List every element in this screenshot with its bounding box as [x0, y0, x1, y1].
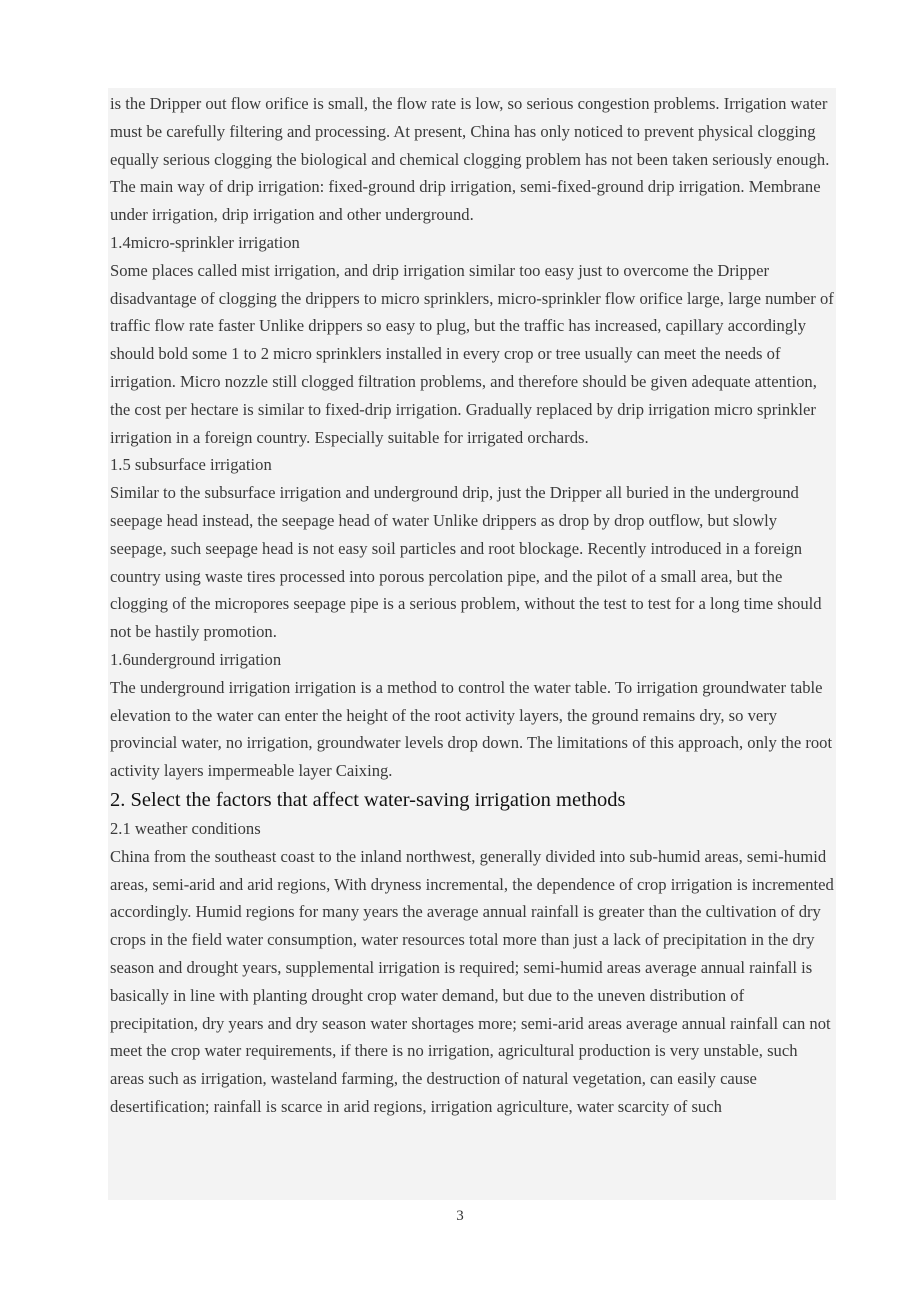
section-heading-1-5: 1.5 subsurface irrigation	[110, 455, 272, 475]
document-body	[108, 88, 836, 1200]
section-heading-1-4: 1.4micro-sprinkler irrigation	[110, 232, 300, 252]
section-heading-2-1: 2.1 weather conditions	[110, 818, 261, 838]
paragraph-drip-clogging: is the Dripper out flow orifice is small, the flow rate is low, so serious congestion problems. Irrigation water must be carefully filtering and processing. At present, China has only noticed to prevent physical clogging equally serious clogging the biological and chemical clogging problem has not been taken seriously enough. The main way of drip irrigation: fixed-ground drip irrigation, semi-fixed-ground drip irrigation. Membrane under irrigation, drip irrigation and other underground.	[110, 94, 830, 225]
paragraph-subsurface: Similar to the subsurface irrigation and underground drip, just the Dripper all buried in the underground seepage head instead, the seepage head of water Unlike drippers as drop by drop outflow, but slowly seepage, such seepage head is not easy soil particles and root blockage. Recently introduced in a foreign country using waste tires processed into porous percolation pipe, and the pilot of a small area, but the clogging of the micropores seepage pipe is a serious problem, without the test to test for a long time should not be hastily promotion.	[110, 483, 822, 642]
section-heading-1-6: 1.6underground irrigation	[110, 649, 282, 669]
paragraph-weather: China from the southeast coast to the inland northwest, generally divided into sub-humid areas, semi-humid areas, semi-arid and arid regions, With dryness incremental, the dependence of crop irrigation is incremented accordingly. Humid regions for many years the average annual rainfall is greater than the cultivation of dry crops in the field water consumption, water resources total more than just a lack of precipitation in the dry season and drought years, supplemental irrigation is required; semi-humid areas average annual rainfall is basically in line with planting drought crop water demand, but due to the uneven distribution of precipitation, dry years and dry season water shortages more; semi-arid areas average annual rainfall can not meet the crop water requirements, if there is no irrigation, agricultural production is very unstable, such areas such as irrigation, wasteland farming, the destruction of natural vegetation, can easily cause desertification; rainfall is scarce in arid regions, irrigation agriculture, water scarcity of such	[110, 846, 834, 1116]
paragraph-micro-sprinkler: Some places called mist irrigation, and drip irrigation similar too easy just to overcome the Dripper disadvantage of clogging the drippers to micro sprinklers, micro-sprinkler flow orifice large, large number of traffic flow rate faster Unlike drippers so easy to plug, but the traffic has increased, capillary accordingly should bold some 1 to 2 micro sprinklers installed in every crop or tree usually can meet the needs of irrigation. Micro nozzle still clogged filtration problems, and therefore should be given adequate attention, the cost per hectare is similar to fixed-drip irrigation. Gradually replaced by drip irrigation micro sprinkler irrigation in a foreign country. Especially suitable for irrigated orchards.	[110, 260, 834, 447]
paragraph-underground: The underground irrigation irrigation is a method to control the water table. To irrigation groundwater table elevation to the water can enter the height of the root activity layers, the ground remains dry, so very provincial water, no irrigation, groundwater levels drop down. The limitations of this approach, only the root activity layers impermeable layer Caixing.	[110, 677, 833, 781]
section-heading-2: 2. Select the factors that affect water-saving irrigation methods	[110, 788, 626, 811]
page-number: 3	[456, 1208, 464, 1224]
